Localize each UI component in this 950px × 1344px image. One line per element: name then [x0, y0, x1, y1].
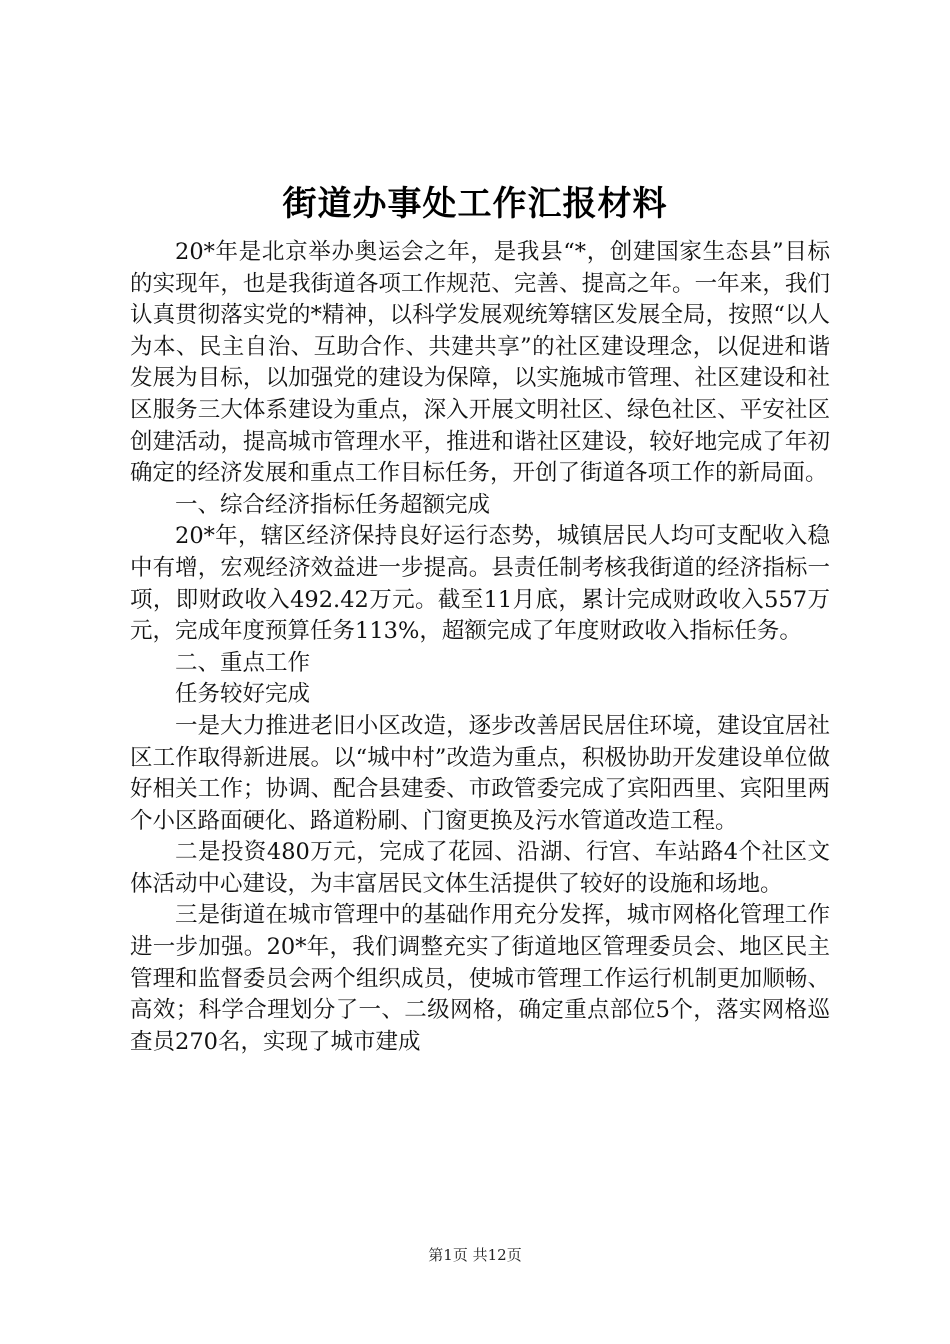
- item-two-paragraph: 二是投资480万元，完成了花园、沿湖、行宫、车站路4个社区文体活动中心建设，为丰富居民文体生活提供了较好的设施和场地。: [130, 839, 830, 897]
- section-heading-1: 一、综合经济指标任务超额完成: [175, 491, 491, 518]
- item-one-paragraph: 一是大力推进老旧小区改造，逐步改善居民居住环境，建设宜居社区工作取得新进展。以“城中村”改造为重点，积极协助开发建设单位做好相关工作；协调、配合县建委、市政管委完成了宾阳西里、宾阳里两个小区路面硬化、路道粉刷、门窗更换及污水管道改造工程。: [130, 712, 830, 834]
- document-title: 街道办事处工作汇报材料: [282, 184, 668, 224]
- item-three-paragraph: 三是街道在城市管理中的基础作用充分发挥，城市网格化管理工作进一步加强。20*年，我们调整充实了街道地区管理委员会、地区民主管理和监督委员会两个组织成员，使城市管理工作运行机制更加顺畅、高效；科学合理划分了一、二级网格，确定重点部位5个，落实网格巡查员270名，实现了城市建成: [130, 902, 830, 1055]
- page-footer: 第1页 共12页: [428, 1246, 522, 1264]
- section-subheading-2: 任务较好完成: [175, 681, 311, 708]
- document-body: [130, 237, 830, 1058]
- section-heading-2: 二、重点工作: [175, 649, 311, 676]
- intro-paragraph: 20*年是北京举办奥运会之年，是我县“*，创建国家生态县”目标的实现年，也是我街道各项工作规范、完善、提高之年。一年来，我们认真贯彻落实党的*精神，以科学发展观统筹辖区发展全局，按照“以人为本、民主自治、互助合作、共建共享”的社区建设理念，以促进和谐发展为目标，以加强党的建设为保障，以实施城市管理、社区建设和社区服务三大体系建设为重点，深入开展文明社区、绿色社区、平安社区创建活动，提高城市管理水平，推进和谐社区建设，较好地完成了年初确定的经济发展和重点工作目标任务，开创了街道各项工作的新局面。: [130, 239, 830, 487]
- section-1-paragraph: 20*年，辖区经济保持良好运行态势，城镇居民人均可支配收入稳中有增，宏观经济效益进一步提高。县责任制考核我街道的经济指标一项，即财政收入492.42万元。截至11月底，累计完成财政收入557万元，完成年度预算任务113%，超额完成了年度财政收入指标任务。: [130, 523, 830, 645]
